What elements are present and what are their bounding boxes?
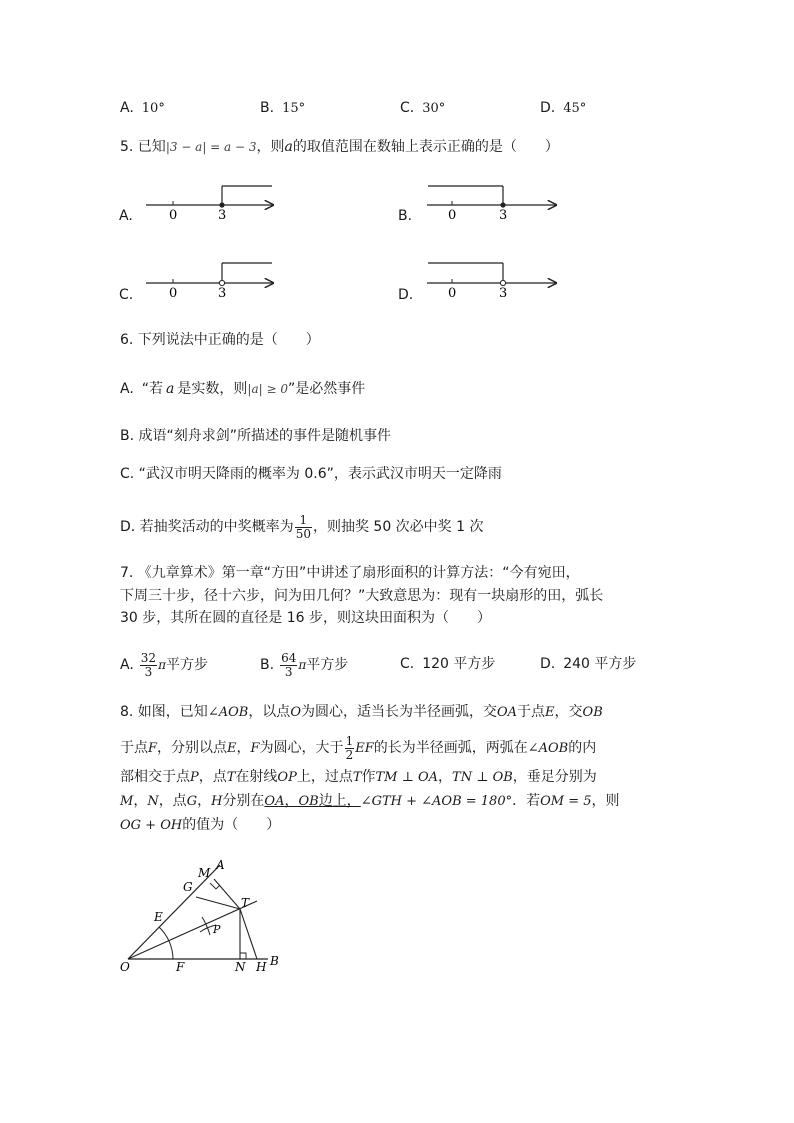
q7-option-d: D. 240 平方步 (540, 656, 637, 672)
label-o: O (120, 960, 130, 974)
q8-line-1: 8. 如图，已知∠AOB，以点O为圆心，适当长为半径画弧，交OA于点E，交OB (120, 704, 603, 720)
number-line-b (427, 186, 556, 223)
q6-option-d: D. 若抽奖活动的中奖概率为 $\frac{1}{50}$ ，则抽奖 50 次必中奖 1 次 (120, 512, 484, 541)
q5-prefix: 5. 已知 (120, 139, 166, 155)
number-line-a (146, 186, 273, 223)
option-key: D. (540, 100, 556, 116)
pi-symbol: π (298, 658, 307, 672)
tick-label-0: 0 (169, 208, 178, 223)
var-a: a (166, 381, 175, 397)
tick-label-0: 0 (448, 286, 457, 301)
q5-option-c-key: C. (119, 287, 134, 303)
q7-line-3: 30 步，其所在圆的直径是 16 步，则这块田面积为（ ） (120, 610, 491, 626)
hollow-dot (219, 280, 224, 285)
q8-line-4: M，N，点G，H分别在OA，OB边上，∠GTH + ∠AOB = 180°．若OM = 5，则 (120, 793, 620, 809)
q8-line-5: OG + OH的值为（ ） (120, 817, 281, 833)
option-text: 30° (422, 101, 446, 116)
tick-label-0: 0 (448, 208, 457, 223)
q7-option-c: C. 120 平方步 (400, 656, 496, 672)
arc-ef (159, 927, 173, 959)
q7-option-a: A. $\frac{32}{3}$ π平方步 (120, 650, 208, 679)
segment-th (240, 909, 257, 959)
label-n: N (235, 960, 246, 974)
option-key: B. (260, 100, 275, 116)
tick-label-0: 0 (169, 286, 178, 301)
abs-inequality: |a| ≥ 0 (247, 382, 288, 396)
label-g: G (183, 880, 193, 894)
q7-line-2: 下周三十步，径十六步，问为田几何？”大致意思为：现有一块扇形的田，弧长 (120, 588, 604, 604)
label-b: B (270, 954, 279, 968)
q7-option-b: B. $\frac{64}{3}$ π平方步 (260, 650, 349, 679)
option-text: 10° (141, 101, 165, 116)
label-h: H (256, 960, 267, 974)
label-f: F (176, 960, 185, 974)
option-key: A. (120, 381, 134, 397)
label-m: M (198, 866, 211, 880)
option-text: 45° (563, 101, 587, 116)
q6-stem: 6. 下列说法中正确的是（ ） (120, 332, 320, 348)
tick-label-3: 3 (218, 286, 227, 301)
q5-mid: ，则 (256, 139, 285, 155)
tick-label-3: 3 (499, 208, 508, 223)
q6-option-a: A. “若 a 是实数，则|a| ≥ 0”是必然事件 (120, 381, 366, 397)
label-a: A (216, 858, 225, 872)
fraction-1-50: $\frac{1}{50}$ (295, 512, 311, 541)
q5-option-b-key: B. (398, 208, 413, 224)
q8-line-3: 部相交于点P，点T在射线OP上，过点T作TM ⊥ OA，TN ⊥ OB，垂足分别为 (120, 769, 597, 785)
tick-label-3: 3 (499, 286, 508, 301)
number-line-d (427, 263, 556, 301)
segment-tm (214, 879, 240, 909)
option-key: A. (120, 100, 134, 116)
solid-dot (500, 202, 505, 207)
option-key: C. (400, 100, 415, 116)
q5-equation: |3 − a| = a − 3 (165, 140, 257, 154)
pi-symbol: π (158, 658, 166, 672)
ray-op (128, 901, 257, 959)
label-t: T (241, 896, 250, 910)
label-p: P (213, 923, 221, 936)
hollow-dot (500, 280, 505, 285)
tick-label-3: 3 (218, 208, 227, 223)
option-text: 15° (282, 101, 306, 116)
label-e: E (154, 910, 163, 924)
number-line-c (146, 263, 273, 301)
q8-line-2: 于点F，分别以点E，F为圆心，大于 $\frac{1}{2}$ EF的长为半径画弧，两弧在∠AOB的内 (120, 733, 597, 762)
q6-option-c: C. “武汉市明天降雨的概率为 0.6”，表示武汉市明天一定降雨 (120, 466, 502, 482)
q8-geometry-figure (110, 855, 300, 980)
right-angle-n (240, 953, 246, 959)
q5-option-a-key: A. (119, 208, 133, 224)
q5-suffix: 的取值范围在数轴上表示正确的是（ ） (292, 139, 559, 155)
segment-tg (196, 897, 240, 909)
q7-line-1: 7. 《九章算术》第一章“方田”中讲述了扇形面积的计算方法：“今有宛田， (120, 565, 580, 581)
solid-dot (219, 202, 224, 207)
arc-p-1 (202, 917, 210, 935)
q6-option-b: B. 成语“刻舟求剑”所描述的事件是随机事件 (120, 428, 392, 444)
q5-number-lines (0, 0, 794, 340)
q5-option-d-key: D. (398, 287, 414, 303)
q5-variable: a (284, 139, 293, 155)
